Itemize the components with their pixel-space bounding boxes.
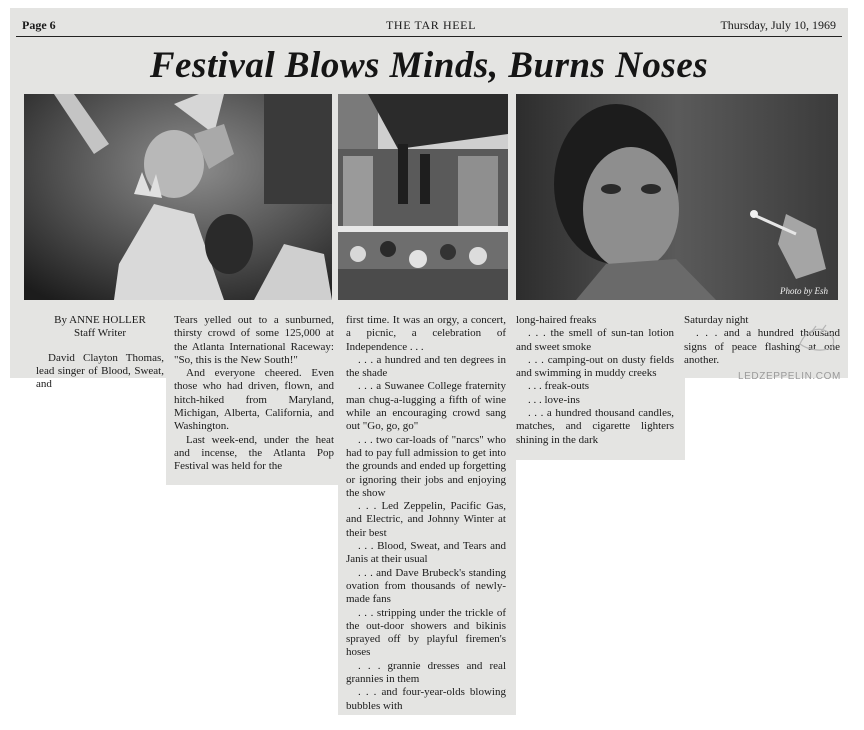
paragraph: . . . freak-outs: [528, 380, 590, 393]
paragraph: . . . love-ins: [528, 393, 580, 406]
paragraph: And everyone cheered. Even those who had driven, flown, and hitch-hiked from Maryland, Michigan, Alberta, California, and Washington.: [174, 367, 334, 433]
paragraph: long-haired freaks: [516, 314, 597, 326]
paragraph: Tears yelled out to a sunburned, thirsty crowd of some 125,000 at the Atlanta International Raceway: "So, this is the New South!": [174, 314, 334, 366]
article-column-4: [516, 314, 674, 447]
byline-title: Staff Writer: [74, 327, 126, 340]
photo-crowd-image: [24, 94, 332, 300]
paragraph: . . . stripping under the trickle of the out-door showers and bikinis sprayed off by playful firemen's hoses: [346, 606, 506, 659]
paragraph: Saturday night: [684, 314, 749, 326]
paragraph: . . . two car-loads of "narcs" who had to pay full admission to get into the grounds and ended up forgetting or ignoring their jobs and enjoying the show: [346, 433, 506, 499]
photo-smoker-image: [516, 94, 838, 300]
headline: Festival Blows Minds, Burns Noses: [149, 45, 709, 86]
paragraph: Last week-end, under the heat and incense, the Atlanta Pop Festival was held for the: [174, 433, 334, 473]
paragraph: . . . and Dave Brubeck's standing ovation from thousands of newly-made fans: [346, 566, 506, 606]
paragraph: . . . a Suwanee College fraternity man chug-a-lugging a fifth of wine while an encouraging crowd sang out "Go, go, go": [346, 380, 506, 433]
paragraph: . . . a hundred and ten degrees in the shade: [346, 353, 506, 380]
zeppelin-emblem-icon: [796, 322, 840, 352]
watermark-text: LEDZEPPELIN.COM: [738, 371, 841, 382]
photo-caption: Photo by Esh: [780, 286, 828, 296]
issue-date: Thursday, July 10, 1969: [720, 18, 836, 32]
paragraph: . . . a hundred thousand candles, matches, and cigarette lighters shining in the dark: [516, 407, 674, 446]
paragraph: . . . grannie dresses and real grannies in them: [346, 659, 506, 686]
photo-stage-image: [338, 94, 508, 300]
article-column-1: [36, 314, 164, 391]
paragraph: . . . Blood, Sweat, and Tears and Janis at their usual: [346, 540, 506, 566]
article-column-2: [174, 314, 334, 474]
paragraph: . . . and four-year-olds blowing bubbles with: [346, 686, 506, 712]
photo-crowd: [24, 94, 332, 300]
paragraph: . . . Led Zeppelin, Pacific Gas, and Electric, and Johnny Winter at their best: [346, 500, 506, 539]
paragraph: David Clayton Thomas, lead singer of Blood, Sweat, and: [36, 351, 164, 391]
newspaper-name: THE TAR HEEL: [386, 18, 477, 32]
paragraph: . . . the smell of sun-tan lotion and sweet smoke: [516, 327, 674, 353]
photo-smoker: [516, 94, 838, 300]
header-rule: [16, 36, 842, 37]
paragraph: . . . camping-out on dusty fields and swimming in muddy creeks: [516, 353, 674, 380]
byline-author: By ANNE HOLLER: [54, 314, 146, 326]
article-column-3: [346, 314, 506, 713]
page-number: Page 6: [22, 18, 56, 32]
paragraph: first time. It was an orgy, a concert, a picnic, a celebration of Independence . . .: [346, 314, 506, 353]
page-header: [16, 12, 842, 32]
paragraph: . . . and a hundred thousand signs of peace flashing at one another.: [684, 327, 840, 366]
watermark-logo: [738, 371, 841, 382]
photo-stage: [338, 94, 508, 300]
